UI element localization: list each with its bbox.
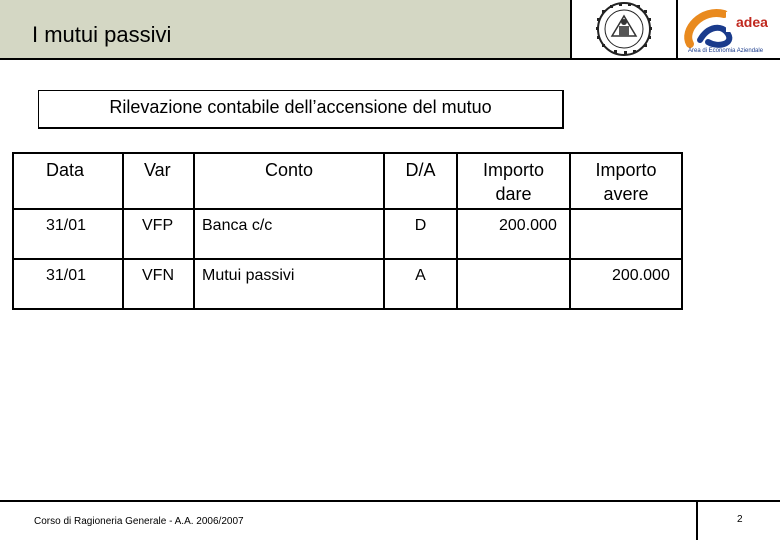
row2-var: VFN — [142, 267, 174, 284]
header-da: D/A — [405, 160, 436, 180]
header-divider — [0, 58, 780, 60]
university-seal-logo — [570, 0, 676, 58]
row-divider — [14, 258, 681, 260]
row1-data: 31/01 — [46, 217, 87, 234]
journal-entry-table — [12, 152, 683, 310]
slide-footer — [0, 500, 780, 540]
header-var: Var — [144, 160, 171, 180]
row2-conto: Mutui passivi — [202, 267, 295, 284]
slide-header — [0, 0, 780, 60]
row1-dare: 200.000 — [499, 217, 557, 234]
adea-logo — [676, 0, 780, 58]
header-importo-avere — [571, 158, 681, 206]
row2-data: 31/01 — [46, 267, 87, 284]
footer-separator — [696, 500, 698, 540]
row2-da: A — [415, 267, 426, 284]
adea-logo-brand: adea — [736, 14, 768, 30]
row1-conto: Banca c/c — [202, 217, 273, 234]
column-divider — [122, 154, 124, 308]
footer-course: Corso di Ragioneria Generale - A.A. 2006/2007 — [34, 516, 244, 527]
page-number: 2 — [737, 514, 743, 525]
slide-title: I mutui passivi — [32, 22, 172, 47]
row1-var: VFP — [142, 217, 174, 234]
adea-logo-caption: Area di Economia Aziendale — [688, 48, 764, 54]
header-importo-dare-line2: dare — [495, 184, 532, 204]
row2-avere: 200.000 — [612, 267, 670, 284]
header-importo-avere-line1: Importo — [595, 160, 657, 180]
footer-divider — [0, 500, 780, 502]
header-conto: Conto — [264, 160, 314, 180]
header-importo-dare — [458, 158, 569, 206]
subtitle-box — [38, 90, 564, 129]
header-data: Data — [46, 160, 85, 180]
subtitle-text: Rilevazione contabile dell’accensione del mutuo — [109, 97, 492, 117]
header-importo-avere-line2: avere — [603, 184, 649, 204]
row1-da: D — [414, 217, 427, 234]
row-divider — [14, 208, 681, 210]
header-importo-dare-line1: Importo — [482, 160, 545, 180]
